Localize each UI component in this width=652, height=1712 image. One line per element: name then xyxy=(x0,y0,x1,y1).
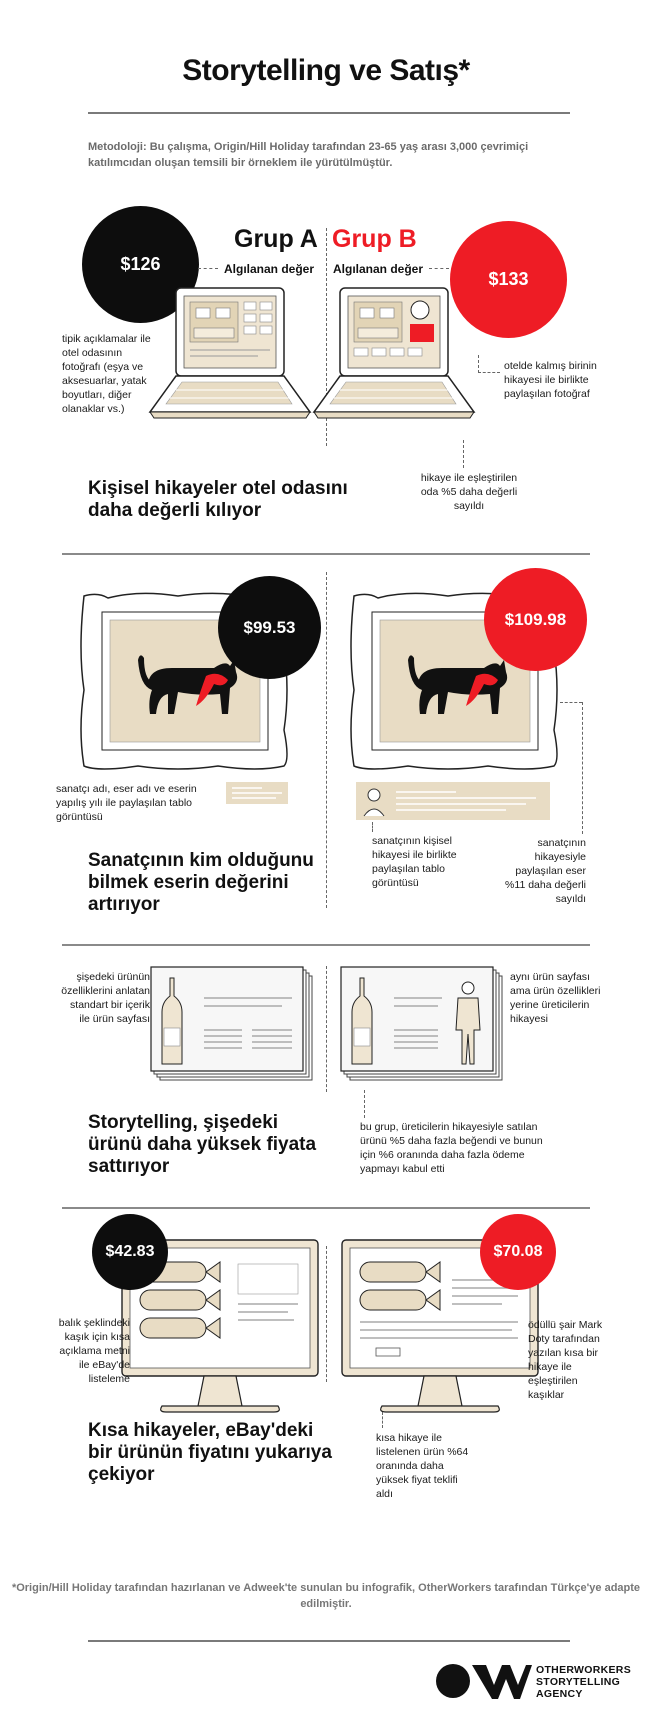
title-divider xyxy=(88,112,570,114)
perceived-value-a: Algılanan değer xyxy=(224,262,315,276)
note-spoon-a: balık şeklindeki kaşık için kısa açıklama metni ile eBay'de listeleme xyxy=(58,1317,130,1385)
connector-bottom xyxy=(463,440,464,468)
footer-divider xyxy=(88,1640,570,1642)
note-art-result: sanatçının hikayesiyle paylaşılan eser %11 daha değerli sayıldı xyxy=(505,837,586,905)
connector-art-b xyxy=(372,822,373,832)
laptop-b-illustration xyxy=(330,288,500,438)
logo-line-2: STORYTELLING xyxy=(536,1676,621,1688)
methodology-text: Metodoloji: Bu çalışma, Origin/Hill Holiday tarafından 23-65 yaş arası 3,000 çevrimiçi katılımcıdan oluşan temsili bir örneklem ile yürütülmüştür. xyxy=(88,141,529,169)
connector-note-b xyxy=(478,372,500,373)
note-hotel-b: otelde kalmış birinin hikayesi ile birlikte paylaşılan fotoğraf xyxy=(504,360,597,400)
price-badge-art-b: $109.98 xyxy=(484,568,587,671)
section4-heading: Kısa hikayeler, eBay'deki bir ürünün fiyatını yukarıya çekiyor xyxy=(88,1420,332,1485)
section3-divider xyxy=(326,966,327,1092)
section1-heading: Kişisel hikayeler otel odasını daha değerli kılıyor xyxy=(88,478,348,521)
caption-card-a xyxy=(226,782,288,804)
section-divider-2 xyxy=(62,944,590,946)
caption-card-b xyxy=(356,782,550,820)
connector-b xyxy=(429,268,449,269)
group-a-label: Grup A xyxy=(234,225,318,253)
connector-note-b-vertical xyxy=(478,355,479,373)
note-art-a: sanatçı adı, eser adı ve eserin yapılış yılı ile paylaşılan tablo görüntüsü xyxy=(56,783,197,823)
note-wine-a: şişedeki ürünün özelliklerini anlatan standart bir içerik ile ürün sayfası xyxy=(61,971,150,1025)
product-page-b-illustration xyxy=(342,968,508,1088)
note-wine-result: bu grup, üreticilerin hikayesiyle satılan ürünü %5 daha fazla beğendi ve bunun için %6 oranında daha fazla ödeme yapmayı kabul etti xyxy=(360,1121,543,1175)
laptop-a-illustration xyxy=(140,288,310,438)
note-spoon-result: kısa hikaye ile listelenen ürün %64 oranında daha yüksek fiyat teklifi aldı xyxy=(376,1432,469,1500)
connector-wine-c xyxy=(364,1090,365,1118)
note-hotel-result: hikaye ile eşleştirilen oda %5 daha değerli sayıldı xyxy=(420,472,518,512)
footer-note: *Origin/Hill Holiday tarafından hazırlanan ve Adweek'te sunulan bu infografik, OtherWorkers tarafından Türkçe'ye adapte edilmiştir. xyxy=(11,1582,641,1610)
section-divider-3 xyxy=(62,1207,590,1209)
connector-art-c xyxy=(582,702,583,834)
connector-a xyxy=(198,268,218,269)
section2-heading: Sanatçının kim olduğunu bilmek eserin değerini artırıyor xyxy=(88,850,314,915)
product-page-a-illustration xyxy=(152,968,318,1088)
connector-art-c-horizontal xyxy=(560,702,582,703)
price-badge-b: $133 xyxy=(450,221,567,338)
note-hotel-a: tipik açıklamalar ile otel odasının fotoğrafı (eşya ve aksesuarlar, yatak boyutları, diğer olanaklar vs.) xyxy=(62,333,151,415)
page-title: Storytelling ve Satış* xyxy=(182,54,470,87)
section4-divider xyxy=(326,1246,327,1382)
price-badge-spoon-b: $70.08 xyxy=(480,1214,556,1290)
otherworkers-logo-mark xyxy=(436,1663,532,1701)
price-badge-art-a: $99.53 xyxy=(218,576,321,679)
note-wine-b: aynı ürün sayfası ama ürün özellikleri yerine üreticilerin hikayesi xyxy=(510,971,601,1025)
note-spoon-b: ödüllü şair Mark Doty tarafından yazılan kısa bir hikaye ile eşleştirilen kaşıklar xyxy=(528,1319,603,1401)
price-badge-a: $126 xyxy=(82,206,199,323)
logo-text xyxy=(536,1664,631,1700)
group-b-label: Grup B xyxy=(332,225,417,253)
price-badge-spoon-a: $42.83 xyxy=(92,1214,168,1290)
logo-line-3: AGENCY xyxy=(536,1688,583,1700)
note-art-b: sanatçının kişisel hikayesi ile birlikte paylaşılan tablo görüntüsü xyxy=(372,835,457,889)
connector-spoon-c xyxy=(382,1412,383,1428)
perceived-value-b: Algılanan değer xyxy=(333,262,424,276)
logo-line-1: OTHERWORKERS xyxy=(536,1664,631,1676)
section3-heading: Storytelling, şişedeki ürünü daha yüksek fiyata sattırıyor xyxy=(88,1112,317,1177)
section-divider-1 xyxy=(62,553,590,555)
